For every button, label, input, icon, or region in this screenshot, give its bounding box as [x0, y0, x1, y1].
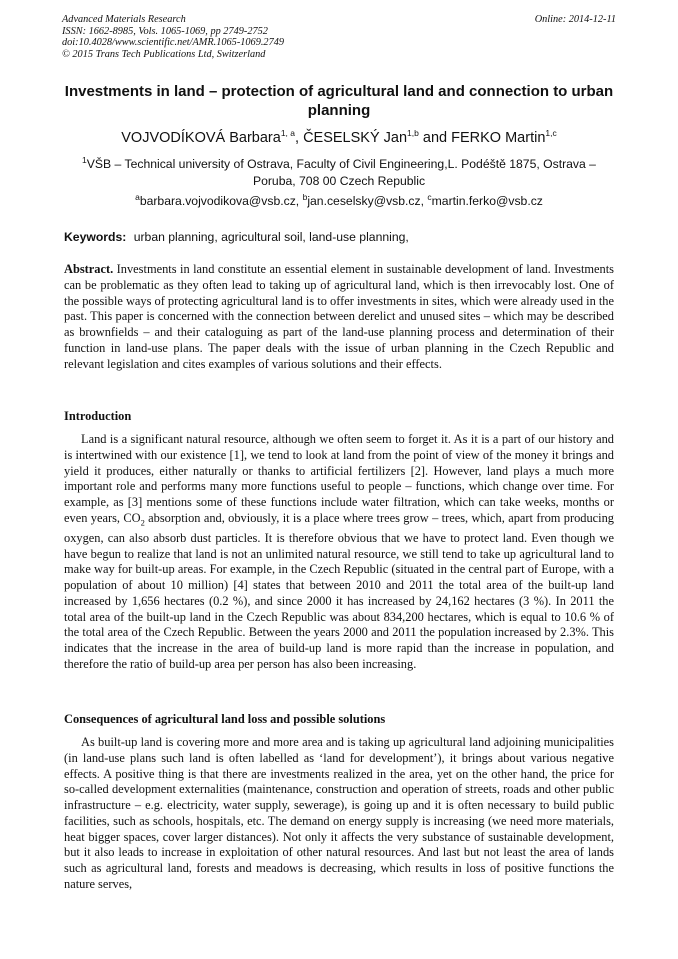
- affiliation: [60, 156, 618, 190]
- author-superscript: 1,b: [407, 128, 419, 139]
- abstract: [64, 262, 614, 372]
- introduction-body: [64, 432, 614, 673]
- email-superscript: a: [135, 191, 140, 202]
- keywords-label: Keywords:: [64, 230, 127, 244]
- email-superscript: b: [302, 191, 308, 202]
- journal-header: [62, 14, 616, 60]
- section-heading-introduction: Introduction: [64, 409, 132, 423]
- email-address: martin.ferko@vsb.cz: [431, 194, 543, 208]
- copyright: © 2015 Trans Tech Publications Ltd, Switzerland: [62, 48, 266, 60]
- email-address: jan.ceselsky@vsb.cz,: [307, 194, 428, 208]
- author-name: VOJVODÍKOVÁ Barbara: [121, 130, 281, 146]
- abstract-label: Abstract.: [64, 262, 114, 276]
- subscript: 2: [140, 517, 145, 528]
- affiliation-text: VŠB – Technical university of Ostrava, Faculty of Civil Engineering,L. Podéště 1875, Ostrava – Poruba, 708 00 Czech Republic: [86, 157, 596, 188]
- author-separator: ,: [295, 130, 304, 146]
- keywords-text: urban planning, agricultural soil, land-use planning,: [130, 230, 409, 244]
- email-superscript: c: [427, 191, 432, 202]
- paragraph-text: absorption and, obviously, it is a place where trees grow – trees, which, apart from producing oxygen, can also absorb dust particles. It is therefore obvious that we have to protect land. Even though we have begun to realize that land is not an unlimited natural resource, we still tend to take up agricultural land to make way for built-up areas. For example, in the Czech Republic (situated in the central part of Europe, with a population of about 10 million) [4] states that between 2010 and 2011 the total area of the built-up land increased by 1,656 hectares (0.2 %), and since 2000 it has increased by 24,162 hectares (3 %). In 2011 the total area of the built-up land in the Czech Republic was about 834,200 hectares, which is equal to 10.6 % of the total area of the Czech Republic. Between the years 2000 and 2011 the population increased by 2.3%. This indicates that the increase in the area of build-up land is more rapid than the increase in population, and therefore the ratio of build-up area per person has also been increasing.: [64, 510, 614, 671]
- author-emails: [40, 191, 638, 208]
- issn: ISSN: 1662-8985, Vols. 1065-1069, pp 2749-2752: [62, 25, 268, 37]
- author-superscript: 1,c: [545, 128, 557, 139]
- author-name: ČESELSKÝ Jan: [303, 130, 408, 146]
- keywords: [64, 230, 614, 244]
- email-address: barbara.vojvodikova@vsb.cz,: [139, 194, 303, 208]
- journal-name: Advanced Materials Research: [62, 14, 186, 25]
- author-name: FERKO Martin: [451, 130, 546, 146]
- affiliation-superscript: 1: [82, 154, 87, 165]
- paragraph: [64, 432, 614, 673]
- paragraph: As built-up land is covering more and more area and is taking up agricultural land adjoining municipalities (in land-use plans such land is often labelled as ‘land for development’), it brings about various negative effects. A positive thing is that there are investments realized in the area, yet on the other hand, the price for so-called development externalities (maintenance, construction and operation of streets, roads and other public infrastructure – e.g. electricity, water supply, sewerage), is going up and it is often necessary to build public facilities, such as schools, hospitals, etc. The demand on energy supply is increasing (we need more materials, heat bigger spaces, cover larger distances). Not only it affects the very substance of sustainable development, but it also leads to increase in exploitation of other natural resources. And last but not least the area of lands such as agricultural land, forests and meadows is decreasing, which results in loss of positive functions the nature serves,: [64, 735, 614, 891]
- online-date: Online: 2014-12-11: [534, 14, 616, 25]
- doi: doi:10.4028/www.scientific.net/AMR.1065-1069.2749: [62, 37, 285, 49]
- author-superscript: 1, a: [280, 128, 295, 139]
- paper-title: Investments in land – protection of agricultural land and connection to urban planning: [64, 83, 614, 119]
- section-heading-consequences: Consequences of agricultural land loss and possible solutions: [64, 712, 386, 726]
- paragraph-text: Land is a significant natural resource, although we often seem to forget it. As it is a part of our history and is intertwined with our existence [1], we tend to look at land from the point of view of the money it brings and yield it produces, either naturally or thanks to artificial fertilizers [2]. However, land plays a much more important role and performs many more functions useful to people – functions, which change over time. For example, as [3] mentions some of these functions include water filtration, which can take weeks, months or even years, CO: [64, 432, 614, 525]
- author-list: [40, 130, 638, 146]
- author-separator: and: [418, 130, 452, 146]
- abstract-text: Investments in land constitute an essential element in sustainable development of land. Investments can be problematic as they often lead to taking up of agricultural land, which is then irrevocably lost. One of the possible ways of protecting agricultural land is to offer investments in sites, which were already used in the past. This paper is concerned with the connection between derelict and unused sites – which may be described as brownfields – and their cataloguing as part of the land-use planning process and determination of their function in land-use plans. The paper deals with the issue of urban planning in the Czech Republic and relevant legislation and cites examples of various solutions and their effects.: [64, 262, 614, 371]
- consequences-body: [64, 735, 614, 893]
